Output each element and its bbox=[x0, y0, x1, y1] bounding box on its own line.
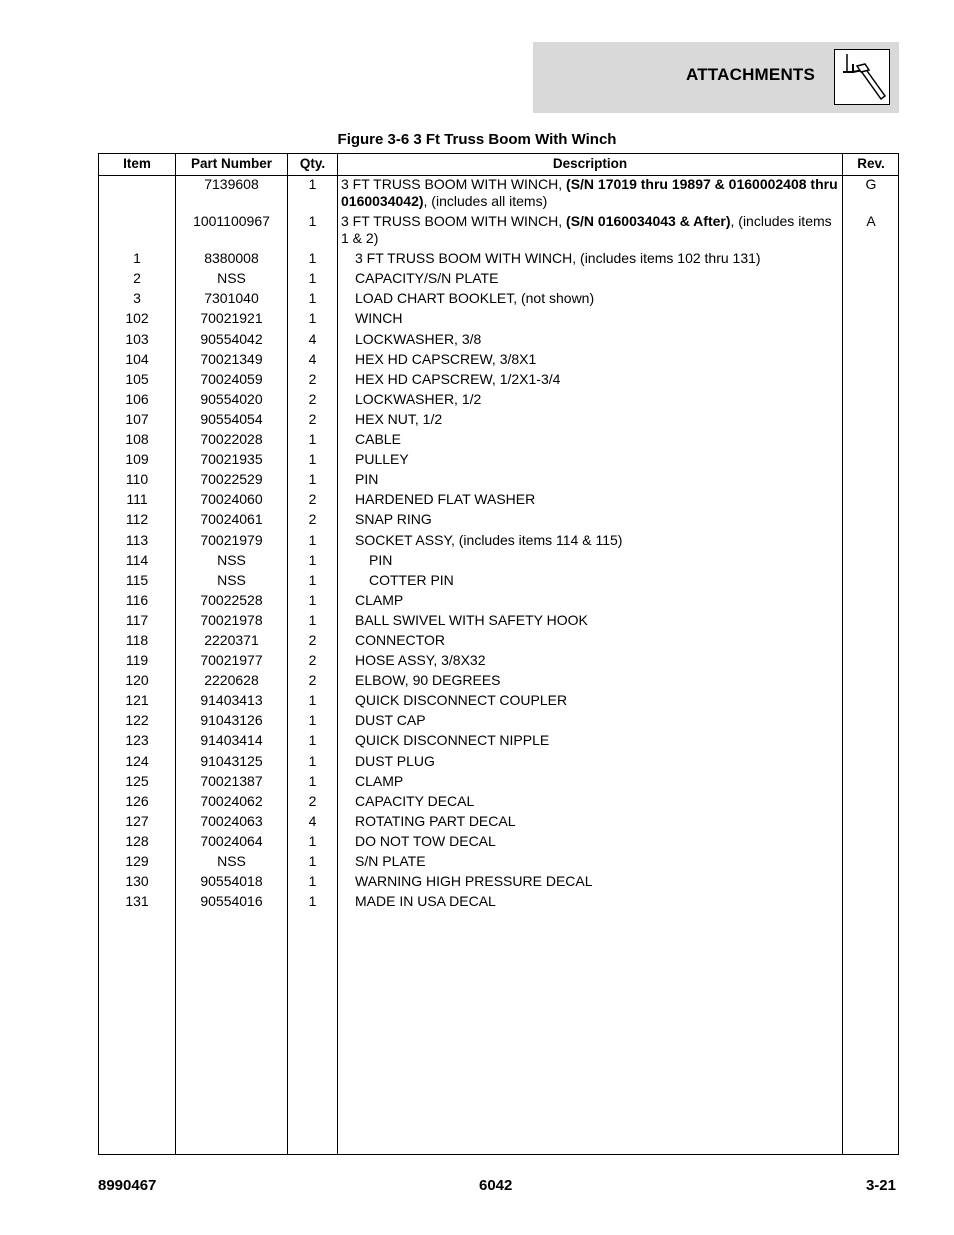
description bbox=[341, 351, 857, 368]
item-number: 105 bbox=[125, 370, 149, 387]
description bbox=[341, 331, 857, 348]
part-number: 70024064 bbox=[200, 832, 263, 849]
description bbox=[341, 813, 857, 830]
description-text: CLAMP bbox=[355, 591, 404, 608]
part-number: 70021921 bbox=[200, 310, 263, 327]
quantity: 1 bbox=[308, 531, 317, 548]
table-row bbox=[99, 773, 898, 793]
description-text: QUICK DISCONNECT NIPPLE bbox=[355, 732, 550, 749]
table-row bbox=[99, 491, 898, 511]
quantity: 1 bbox=[308, 250, 317, 267]
description bbox=[341, 692, 857, 709]
description bbox=[341, 793, 857, 810]
item-number: 108 bbox=[125, 431, 149, 448]
item-number: 109 bbox=[125, 451, 149, 468]
column-header-rev: Rev. bbox=[857, 156, 885, 171]
item-number: 106 bbox=[125, 390, 149, 407]
description-text: QUICK DISCONNECT COUPLER bbox=[355, 692, 568, 709]
quantity: 1 bbox=[308, 853, 317, 869]
part-number: 91043126 bbox=[200, 712, 263, 729]
table-row bbox=[99, 552, 898, 572]
description bbox=[341, 632, 857, 649]
item-number: 125 bbox=[125, 772, 149, 789]
description-text: PIN bbox=[355, 471, 379, 488]
item-number: 103 bbox=[125, 330, 149, 347]
item-number: 2 bbox=[133, 270, 141, 287]
description bbox=[341, 732, 857, 749]
item-number: 122 bbox=[125, 712, 149, 729]
item-number: 120 bbox=[125, 672, 149, 689]
item-number: 110 bbox=[125, 471, 149, 488]
description-text: LOCKWASHER, 3/8 bbox=[355, 330, 482, 347]
table-row bbox=[99, 451, 898, 471]
table-row bbox=[99, 431, 898, 451]
part-number: 90554042 bbox=[200, 330, 263, 347]
part-number: 7301040 bbox=[204, 290, 259, 307]
table-row bbox=[99, 793, 898, 813]
part-number: 70024060 bbox=[200, 491, 263, 508]
description-text: LOCKWASHER, 1/2 bbox=[355, 390, 482, 407]
item-number: 119 bbox=[125, 652, 149, 669]
footer-publication-number: 8990467 bbox=[98, 1177, 157, 1194]
revision: G bbox=[865, 176, 877, 192]
description bbox=[341, 612, 857, 629]
description-text: CONNECTOR bbox=[355, 631, 445, 648]
part-number: 70024059 bbox=[200, 370, 263, 387]
column-header-item: Item bbox=[123, 156, 151, 171]
table-row bbox=[99, 310, 898, 330]
description-text: S/N PLATE bbox=[355, 853, 426, 869]
column-header-part-number: Part Number bbox=[190, 156, 273, 171]
description-text: (S/N 0160034043 & After) bbox=[566, 213, 731, 230]
item-number: 128 bbox=[125, 832, 149, 849]
quantity: 2 bbox=[308, 491, 317, 508]
description-text: 3 FT TRUSS BOOM WITH WINCH, bbox=[341, 176, 567, 192]
part-number: 70021978 bbox=[200, 611, 263, 628]
part-number: 70021977 bbox=[200, 652, 263, 669]
quantity: 1 bbox=[308, 893, 317, 910]
part-number: 2220628 bbox=[204, 672, 259, 689]
column-header-description: Description bbox=[552, 156, 628, 171]
description-text: ELBOW, 90 DEGREES bbox=[355, 672, 501, 689]
quantity: 2 bbox=[308, 631, 317, 648]
table-row bbox=[99, 712, 898, 732]
description bbox=[341, 451, 857, 468]
part-number: 70021387 bbox=[200, 772, 263, 789]
item-number: 129 bbox=[125, 853, 149, 869]
description bbox=[341, 873, 857, 890]
part-number: 2220371 bbox=[204, 631, 259, 648]
item-number: 117 bbox=[125, 611, 149, 628]
quantity: 2 bbox=[308, 511, 317, 528]
part-number: 70022529 bbox=[200, 471, 263, 488]
part-number: 90554054 bbox=[200, 410, 263, 427]
description bbox=[341, 213, 843, 247]
part-number: 70022028 bbox=[200, 431, 263, 448]
table-row bbox=[99, 411, 898, 431]
description bbox=[341, 270, 857, 287]
part-number: 91043125 bbox=[200, 752, 263, 769]
table-body bbox=[99, 176, 898, 913]
quantity: 1 bbox=[308, 591, 317, 608]
boom-attachment-icon bbox=[834, 49, 890, 105]
description-text: , (includes items 1 & 2) bbox=[341, 213, 832, 247]
table-row bbox=[99, 873, 898, 893]
item-number: 107 bbox=[125, 410, 149, 427]
description bbox=[341, 712, 857, 729]
item-number: 3 bbox=[133, 290, 141, 307]
section-title: ATTACHMENTS bbox=[686, 65, 816, 84]
quantity: 4 bbox=[308, 350, 317, 367]
quantity: 1 bbox=[308, 692, 317, 709]
description bbox=[341, 411, 857, 428]
description bbox=[341, 893, 857, 910]
description-text: COTTER PIN bbox=[369, 571, 454, 588]
description-text: , (includes all items) bbox=[423, 193, 548, 209]
quantity: 1 bbox=[308, 832, 317, 849]
description-text: WINCH bbox=[355, 310, 403, 327]
part-number: 70022528 bbox=[200, 591, 263, 608]
description bbox=[341, 833, 857, 850]
quantity: 1 bbox=[308, 176, 317, 192]
item-number: 121 bbox=[125, 692, 149, 709]
description bbox=[341, 572, 871, 589]
part-number: 91403414 bbox=[200, 732, 263, 749]
part-number: NSS bbox=[217, 571, 246, 588]
description-text: SOCKET ASSY, (includes items 114 & 115) bbox=[355, 531, 623, 548]
description bbox=[341, 391, 857, 408]
description-text: HARDENED FLAT WASHER bbox=[355, 491, 536, 508]
description-text: DO NOT TOW DECAL bbox=[355, 832, 496, 849]
table-row bbox=[99, 391, 898, 411]
description bbox=[341, 532, 857, 549]
description bbox=[341, 371, 857, 388]
part-number: 91403413 bbox=[200, 692, 263, 709]
part-number: 7139608 bbox=[204, 176, 259, 192]
description-text: BALL SWIVEL WITH SAFETY HOOK bbox=[355, 611, 588, 628]
part-number: 1001100967 bbox=[193, 213, 270, 230]
description-text: SNAP RING bbox=[355, 511, 432, 528]
description bbox=[341, 250, 857, 267]
item-number: 123 bbox=[125, 732, 149, 749]
item-number: 113 bbox=[125, 531, 149, 548]
table-row bbox=[99, 331, 898, 351]
part-number: 8380008 bbox=[204, 250, 259, 267]
description-text: MADE IN USA DECAL bbox=[355, 893, 496, 910]
table-row bbox=[99, 833, 898, 853]
table-row bbox=[99, 612, 898, 632]
description-text: CAPACITY DECAL bbox=[355, 792, 475, 809]
table-row bbox=[99, 176, 898, 213]
description-text: HEX HD CAPSCREW, 1/2X1-3/4 bbox=[355, 370, 561, 387]
quantity: 1 bbox=[308, 310, 317, 327]
quantity: 2 bbox=[308, 410, 317, 427]
quantity: 1 bbox=[308, 752, 317, 769]
description-text: CABLE bbox=[355, 431, 401, 448]
part-number: 70024063 bbox=[200, 812, 263, 829]
table-row bbox=[99, 532, 898, 552]
table-row bbox=[99, 371, 898, 391]
quantity: 1 bbox=[308, 451, 317, 468]
quantity: 1 bbox=[308, 213, 317, 230]
description bbox=[341, 491, 857, 508]
table-row bbox=[99, 511, 898, 531]
item-number: 118 bbox=[125, 631, 149, 648]
part-number: 90554016 bbox=[200, 893, 263, 910]
table-row bbox=[99, 753, 898, 773]
description-text: DUST PLUG bbox=[355, 752, 435, 769]
part-number: 70021979 bbox=[200, 531, 263, 548]
description-text: HEX HD CAPSCREW, 3/8X1 bbox=[355, 350, 537, 367]
quantity: 2 bbox=[308, 672, 317, 689]
table-row bbox=[99, 632, 898, 652]
item-number: 104 bbox=[125, 350, 149, 367]
footer-page-number: 3-21 bbox=[865, 1177, 896, 1194]
item-number: 1 bbox=[133, 250, 141, 267]
description bbox=[341, 592, 857, 609]
item-number: 102 bbox=[125, 310, 149, 327]
table-row bbox=[99, 250, 898, 270]
description-text: CLAMP bbox=[355, 772, 404, 789]
part-number: 70024061 bbox=[200, 511, 263, 528]
description bbox=[341, 753, 857, 770]
description bbox=[341, 652, 857, 669]
item-number: 130 bbox=[125, 873, 149, 890]
quantity: 1 bbox=[308, 551, 317, 568]
part-number: NSS bbox=[217, 551, 246, 568]
item-number: 124 bbox=[125, 752, 149, 769]
description bbox=[341, 176, 843, 210]
description bbox=[341, 290, 857, 307]
quantity: 4 bbox=[308, 812, 317, 829]
description-text: HEX NUT, 1/2 bbox=[355, 410, 443, 427]
parts-table bbox=[98, 153, 899, 1155]
description bbox=[341, 310, 857, 327]
description-text: DUST CAP bbox=[355, 712, 426, 729]
table-row bbox=[99, 893, 898, 913]
item-number: 114 bbox=[125, 551, 149, 568]
part-number: 70021935 bbox=[200, 451, 263, 468]
description-text: ROTATING PART DECAL bbox=[355, 812, 516, 829]
quantity: 4 bbox=[308, 330, 317, 347]
description-text: CAPACITY/S/N PLATE bbox=[355, 270, 499, 287]
table-row bbox=[99, 270, 898, 290]
quantity: 1 bbox=[308, 471, 317, 488]
column-header-qty: Qty. bbox=[299, 156, 326, 171]
footer-model: 6042 bbox=[479, 1177, 513, 1194]
description-text: WARNING HIGH PRESSURE DECAL bbox=[355, 873, 593, 890]
item-number: 126 bbox=[125, 792, 149, 809]
quantity: 1 bbox=[308, 611, 317, 628]
quantity: 2 bbox=[308, 390, 317, 407]
part-number: 90554018 bbox=[200, 873, 263, 890]
table-row bbox=[99, 672, 898, 692]
quantity: 1 bbox=[308, 270, 317, 287]
quantity: 1 bbox=[308, 431, 317, 448]
item-number: 115 bbox=[125, 571, 149, 588]
quantity: 2 bbox=[308, 792, 317, 809]
figure-title: Figure 3-6 3 Ft Truss Boom With Winch bbox=[337, 131, 617, 148]
table-row bbox=[99, 652, 898, 672]
quantity: 2 bbox=[308, 370, 317, 387]
description bbox=[341, 672, 857, 689]
description-text: PIN bbox=[369, 551, 393, 568]
description-text: (S/N 17019 thru 19897 & 0160002408 thru 0160034042) bbox=[341, 176, 838, 209]
part-number: 90554020 bbox=[200, 390, 263, 407]
item-number: 111 bbox=[126, 491, 148, 508]
table-row bbox=[99, 290, 898, 310]
revision: A bbox=[866, 213, 876, 230]
part-number: NSS bbox=[217, 270, 246, 287]
part-number: 70021349 bbox=[200, 350, 263, 367]
description-text: LOAD CHART BOOKLET, (not shown) bbox=[355, 290, 595, 307]
description-text: 3 FT TRUSS BOOM WITH WINCH, bbox=[341, 213, 567, 230]
table-row bbox=[99, 351, 898, 371]
part-number: 70024062 bbox=[200, 792, 263, 809]
quantity: 1 bbox=[308, 732, 317, 749]
table-row bbox=[99, 471, 898, 491]
description-text: PULLEY bbox=[355, 451, 409, 468]
item-number: 116 bbox=[125, 591, 149, 608]
description bbox=[341, 471, 857, 488]
table-row bbox=[99, 213, 898, 250]
description bbox=[341, 552, 871, 569]
table-row bbox=[99, 853, 898, 873]
table-row bbox=[99, 813, 898, 833]
quantity: 1 bbox=[308, 290, 317, 307]
part-number: NSS bbox=[217, 853, 246, 869]
description-text: HOSE ASSY, 3/8X32 bbox=[355, 652, 486, 669]
quantity: 1 bbox=[308, 571, 317, 588]
quantity: 1 bbox=[308, 772, 317, 789]
table-row bbox=[99, 572, 898, 592]
table-row bbox=[99, 692, 898, 712]
description-text: 3 FT TRUSS BOOM WITH WINCH, (includes items 102 thru 131) bbox=[355, 250, 761, 267]
item-number: 127 bbox=[125, 812, 149, 829]
description bbox=[341, 773, 857, 790]
quantity: 2 bbox=[308, 652, 317, 669]
description bbox=[341, 511, 857, 528]
description bbox=[341, 431, 857, 448]
quantity: 1 bbox=[308, 712, 317, 729]
table-row bbox=[99, 732, 898, 752]
item-number: 112 bbox=[125, 511, 149, 528]
item-number: 131 bbox=[125, 893, 149, 910]
description bbox=[341, 853, 857, 870]
table-row bbox=[99, 592, 898, 612]
quantity: 1 bbox=[308, 873, 317, 890]
